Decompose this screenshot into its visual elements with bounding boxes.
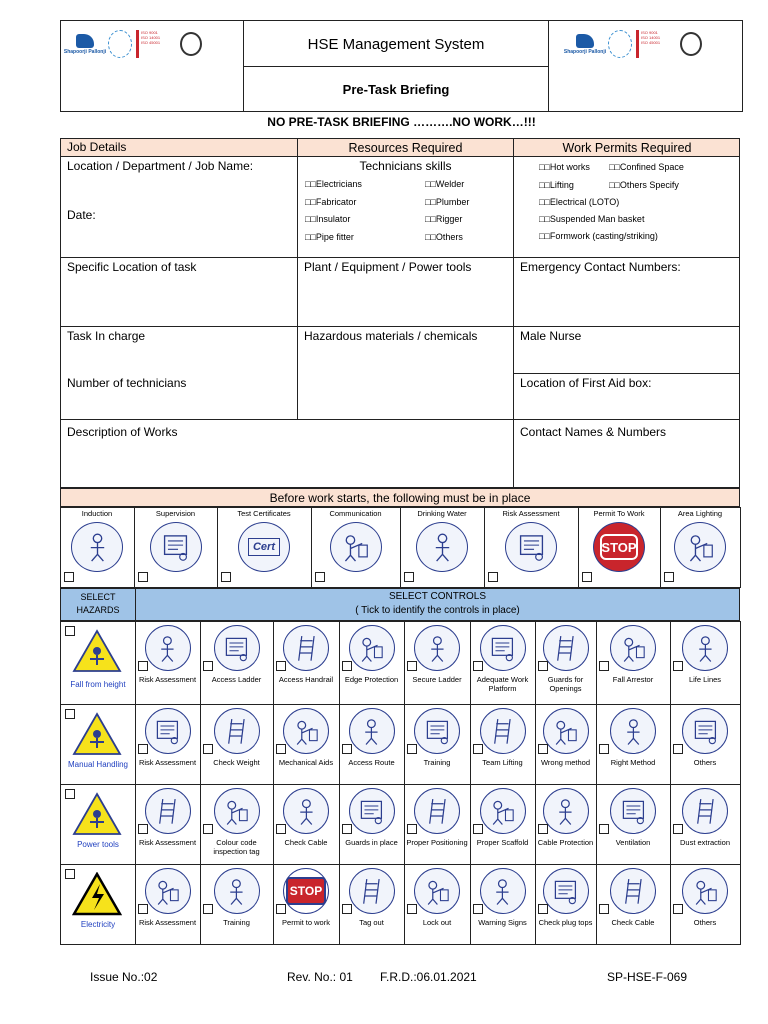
cert-mark: Cert <box>248 538 280 556</box>
edge-protection-icon <box>349 625 395 671</box>
before-work-checkbox-area-lighting[interactable] <box>664 572 674 582</box>
control-checkbox-manual-handling-team-lifting[interactable] <box>473 744 483 754</box>
before-work-title: Before work starts, the following must be in place <box>60 488 740 507</box>
control-label-manual-handling-access-route: Access Route <box>348 758 395 767</box>
before-work-label-supervision: Supervision <box>155 509 196 518</box>
skill-electricians[interactable]: □□Electricians <box>305 179 362 189</box>
control-label-fall-from-height-guards-for-openings: Guards for Openings <box>547 675 584 693</box>
before-work-label-induction: Induction <box>81 509 113 518</box>
control-checkbox-electricity-tag-out[interactable] <box>342 904 352 914</box>
before-work-label-permit-to-work: Permit To Work <box>593 509 645 518</box>
hazard-label-manual-handling: Manual Handling <box>67 760 129 769</box>
check-cable-icon <box>283 788 329 834</box>
before-work-checkbox-induction[interactable] <box>64 572 74 582</box>
others-icon <box>682 708 728 754</box>
date-label: Date: <box>67 208 96 222</box>
fall-from-height-warning-icon <box>72 629 122 673</box>
anniversary-logo-right <box>608 30 632 58</box>
permit-stop-sign: STOP <box>286 877 326 905</box>
risk-assessment-icon <box>505 522 557 572</box>
adequate-work-platform-icon <box>480 625 526 671</box>
before-work-checkbox-permit-to-work[interactable] <box>582 572 592 582</box>
permit-electrical-loto[interactable]: □□Electrical (LOTO) <box>539 197 620 207</box>
technicians-skills-label: Technicians skills <box>359 159 452 173</box>
control-label-electricity-check-plug-tops: Check plug tops <box>538 918 593 927</box>
supervision-icon <box>150 522 202 572</box>
permit-formwork[interactable]: □□Formwork (casting/striking) <box>539 231 658 241</box>
control-label-power-tools-dust-extraction: Dust extraction <box>679 838 731 847</box>
control-label-electricity-check-cable: Check Cable <box>611 918 655 927</box>
bureau-veritas-logo-right <box>680 32 702 56</box>
access-handrail-icon <box>283 625 329 671</box>
permit-hot-works[interactable]: □□Hot works <box>539 162 590 172</box>
before-work-label-drinking-water: Drinking Water <box>417 509 467 518</box>
skill-plumber[interactable]: □□Plumber <box>425 197 470 207</box>
control-checkbox-power-tools-check-cable[interactable] <box>276 824 286 834</box>
plant-equipment-label: Plant / Equipment / Power tools <box>304 260 472 274</box>
control-label-fall-from-height-access-ladder: Access Ladder <box>211 675 262 684</box>
male-nurse-label: Male Nurse <box>520 329 582 343</box>
frd-date: F.R.D.:06.01.2021 <box>380 970 477 984</box>
fall-arrestor-icon <box>610 625 656 671</box>
control-checkbox-manual-handling-right-method[interactable] <box>599 744 609 754</box>
left-logos <box>62 24 242 64</box>
manual-handling-warning-icon <box>72 712 122 756</box>
skill-fabricator[interactable]: □□Fabricator <box>305 197 357 207</box>
control-checkbox-power-tools-ventilation[interactable] <box>599 824 609 834</box>
before-work-label-communication: Communication <box>329 509 382 518</box>
training-icon <box>214 868 260 914</box>
select-hazards-label: SELECT HAZARDS <box>76 592 120 615</box>
control-checkbox-electricity-check-plug-tops[interactable] <box>538 904 548 914</box>
risk-assessment-icon <box>145 625 191 671</box>
number-of-technicians-label: Number of technicians <box>67 376 187 390</box>
others-icon <box>682 868 728 914</box>
before-work-checkbox-test-certificates[interactable] <box>221 572 231 582</box>
before-work-label-test-certificates: Test Certificates <box>237 509 291 518</box>
control-label-power-tools-guards-in-place: Guards in place <box>345 838 398 847</box>
control-label-power-tools-ventilation: Ventilation <box>615 838 651 847</box>
secure-ladder-icon <box>414 625 460 671</box>
control-checkbox-electricity-lock-out[interactable] <box>407 904 417 914</box>
control-label-manual-handling-wrong-method: Wrong method <box>540 758 591 767</box>
skill-welder[interactable]: □□Welder <box>425 179 465 189</box>
control-label-manual-handling-check-weight: Check Weight <box>213 758 260 767</box>
issue-number: Issue No.:02 <box>90 970 158 984</box>
control-label-power-tools-proper-scaffold: Proper Scaffold <box>476 838 529 847</box>
permit-lifting[interactable]: □□Lifting <box>539 180 574 190</box>
permit-to-work-icon <box>283 868 329 914</box>
guards-in-place-icon <box>349 788 395 834</box>
control-label-power-tools-check-cable: Check Cable <box>284 838 328 847</box>
control-checkbox-power-tools-colour-code-inspection-tag[interactable] <box>203 824 213 834</box>
system-title: HSE Management System <box>307 35 485 53</box>
control-checkbox-power-tools-proper-scaffold[interactable] <box>473 824 483 834</box>
before-work-checkbox-drinking-water[interactable] <box>404 572 414 582</box>
task-in-charge-label: Task In charge <box>67 329 146 343</box>
proper-positioning-icon <box>414 788 460 834</box>
skill-pipe-fitter[interactable]: □□Pipe fitter <box>305 232 354 242</box>
slogan: NO PRE-TASK BRIEFING ……….NO WORK…!!! <box>267 115 536 129</box>
control-label-fall-from-height-access-handrail: Access Handrail <box>278 675 334 684</box>
before-work-label-area-lighting: Area Lighting <box>677 509 723 518</box>
control-checkbox-electricity-permit-to-work[interactable] <box>276 904 286 914</box>
permit-confined-space[interactable]: □□Confined Space <box>609 162 684 172</box>
first-aid-location-label: Location of First Aid box: <box>520 376 652 390</box>
risk-assessment-icon <box>145 868 191 914</box>
control-checkbox-fall-from-height-access-ladder[interactable] <box>203 661 213 671</box>
control-label-fall-from-height-risk-assessment: Risk Assessment <box>138 675 197 684</box>
hazardous-materials-label: Hazardous materials / chemicals <box>304 329 478 343</box>
test-certificates-icon <box>238 522 290 572</box>
wrong-method-icon <box>543 708 589 754</box>
control-checkbox-fall-from-height-edge-protection[interactable] <box>342 661 352 671</box>
risk-assessment-icon <box>145 788 191 834</box>
specific-location-label: Specific Location of task <box>67 260 197 274</box>
control-checkbox-manual-handling-mechanical-aids[interactable] <box>276 744 286 754</box>
control-checkbox-manual-handling-training[interactable] <box>407 744 417 754</box>
control-label-power-tools-colour-code-inspection-tag: Colour code inspection tag <box>213 838 260 856</box>
control-checkbox-fall-from-height-life-lines[interactable] <box>673 661 683 671</box>
control-checkbox-power-tools-guards-in-place[interactable] <box>342 824 352 834</box>
location-label: Location / Department / Job Name: <box>67 159 254 173</box>
emergency-contacts-label: Emergency Contact Numbers: <box>520 260 681 274</box>
dust-extraction-icon <box>682 788 728 834</box>
control-label-fall-from-height-fall-arrestor: Fall Arrestor <box>612 675 654 684</box>
control-checkbox-fall-from-height-fall-arrestor[interactable] <box>599 661 609 671</box>
hazard-label-fall-from-height: Fall from height <box>70 680 126 689</box>
anniversary-logo <box>108 30 132 58</box>
control-checkbox-electricity-training[interactable] <box>203 904 213 914</box>
before-work-label-risk-assessment: Risk Assessment <box>502 509 560 518</box>
control-checkbox-power-tools-proper-positioning[interactable] <box>407 824 417 834</box>
control-label-manual-handling-mechanical-aids: Mechanical Aids <box>278 758 334 767</box>
revision-number: Rev. No.: 01 <box>287 970 353 984</box>
control-label-electricity-risk-assessment: Risk Assessment <box>138 918 197 927</box>
stop-sign: STOP <box>600 534 638 560</box>
control-label-electricity-others: Others <box>693 918 717 927</box>
permit-to-work-icon <box>593 522 645 572</box>
control-label-manual-handling-risk-assessment: Risk Assessment <box>138 758 197 767</box>
control-checkbox-power-tools-dust-extraction[interactable] <box>673 824 683 834</box>
control-checkbox-electricity-check-cable[interactable] <box>599 904 609 914</box>
control-label-manual-handling-others: Others <box>693 758 717 767</box>
right-logos <box>562 24 742 64</box>
select-controls-label: SELECT CONTROLS <box>388 591 487 602</box>
control-label-electricity-warning-signs: Warning Signs <box>478 918 527 927</box>
mechanical-aids-icon <box>283 708 329 754</box>
job-details-title: Job Details <box>67 140 127 154</box>
training-icon <box>414 708 460 754</box>
control-checkbox-electricity-risk-assessment[interactable] <box>138 904 148 914</box>
control-label-power-tools-proper-positioning: Proper Positioning <box>406 838 468 847</box>
hazard-label-power-tools: Power tools <box>77 840 119 849</box>
resources-title: Resources Required <box>348 141 463 155</box>
controls-hint: ( Tick to identify the controls in place) <box>355 605 520 616</box>
control-label-electricity-tag-out: Tag out <box>359 918 384 927</box>
contact-names-label: Contact Names & Numbers <box>520 425 667 439</box>
control-label-manual-handling-team-lifting: Team Lifting <box>482 758 523 767</box>
permit-others-specify[interactable]: □□Others Specify <box>609 180 679 190</box>
control-checkbox-fall-from-height-secure-ladder[interactable] <box>407 661 417 671</box>
before-work-checkbox-supervision[interactable] <box>138 572 148 582</box>
tag-out-icon <box>349 868 395 914</box>
control-label-fall-from-height-adequate-work-platform: Adequate Work Platform <box>476 675 529 693</box>
electricity-warning-icon <box>72 872 122 916</box>
check-plug-tops-icon <box>543 868 589 914</box>
hazard-label-electricity: Electricity <box>80 920 116 929</box>
skill-rigger[interactable]: □□Rigger <box>425 214 463 224</box>
control-label-fall-from-height-secure-ladder: Secure Ladder <box>412 675 462 684</box>
permit-suspended-basket[interactable]: □□Suspended Man basket <box>539 214 645 224</box>
control-label-fall-from-height-edge-protection: Edge Protection <box>344 675 399 684</box>
control-label-manual-handling-right-method: Right Method <box>610 758 656 767</box>
doc-title: Pre-Task Briefing <box>342 81 450 97</box>
warning-signs-icon <box>480 868 526 914</box>
proper-scaffold-icon <box>480 788 526 834</box>
control-label-power-tools-cable-protection: Cable Protection <box>537 838 594 847</box>
control-checkbox-manual-handling-wrong-method[interactable] <box>538 744 548 754</box>
control-label-electricity-training: Training <box>223 918 250 927</box>
right-method-icon <box>610 708 656 754</box>
shapoorji-logo: Shapoorji Pallonji <box>66 30 104 58</box>
colour-code-inspection-tag-icon <box>214 788 260 834</box>
bureau-veritas-logo <box>180 32 202 56</box>
drinking-water-icon <box>416 522 468 572</box>
control-label-manual-handling-training: Training <box>423 758 451 767</box>
before-work-checkbox-communication[interactable] <box>315 572 325 582</box>
control-checkbox-fall-from-height-access-handrail[interactable] <box>276 661 286 671</box>
permits-title: Work Permits Required <box>562 141 692 155</box>
control-checkbox-power-tools-cable-protection[interactable] <box>538 824 548 834</box>
control-label-power-tools-risk-assessment: Risk Assessment <box>138 838 197 847</box>
before-work-checkbox-risk-assessment[interactable] <box>488 572 498 582</box>
life-lines-icon <box>682 625 728 671</box>
document-code: SP-HSE-F-069 <box>607 970 688 984</box>
control-checkbox-manual-handling-risk-assessment[interactable] <box>138 744 148 754</box>
team-lifting-icon <box>480 708 526 754</box>
cable-protection-icon <box>543 788 589 834</box>
induction-icon <box>71 522 123 572</box>
control-checkbox-electricity-others[interactable] <box>673 904 683 914</box>
control-label-fall-from-height-life-lines: Life Lines <box>688 675 722 684</box>
iso-certification-logo: ISO 9001 ISO 14001 ISO 45001 <box>136 30 176 58</box>
ventilation-icon <box>610 788 656 834</box>
control-checkbox-fall-from-height-adequate-work-platform[interactable] <box>473 661 483 671</box>
control-checkbox-fall-from-height-risk-assessment[interactable] <box>138 661 148 671</box>
check-cable-icon <box>610 868 656 914</box>
control-label-electricity-permit-to-work: Permit to work <box>282 918 330 927</box>
skill-others[interactable]: □□Others <box>425 232 463 242</box>
control-checkbox-fall-from-height-guards-for-openings[interactable] <box>538 661 548 671</box>
skill-insulator[interactable]: □□Insulator <box>305 214 351 224</box>
control-label-electricity-lock-out: Lock out <box>422 918 452 927</box>
control-checkbox-power-tools-risk-assessment[interactable] <box>138 824 148 834</box>
guards-for-openings-icon <box>543 625 589 671</box>
control-checkbox-manual-handling-access-route[interactable] <box>342 744 352 754</box>
iso-certification-logo-right: ISO 9001 ISO 14001 ISO 45001 <box>636 30 676 58</box>
risk-assessment-icon <box>145 708 191 754</box>
lock-out-icon <box>414 868 460 914</box>
check-weight-icon <box>214 708 260 754</box>
shapoorji-logo-right: Shapoorji Pallonji <box>566 30 604 58</box>
access-route-icon <box>349 708 395 754</box>
control-checkbox-electricity-warning-signs[interactable] <box>473 904 483 914</box>
area-lighting-icon <box>674 522 726 572</box>
control-checkbox-manual-handling-others[interactable] <box>673 744 683 754</box>
access-ladder-icon <box>214 625 260 671</box>
power-tools-warning-icon <box>72 792 122 836</box>
control-checkbox-manual-handling-check-weight[interactable] <box>203 744 213 754</box>
description-of-works-label: Description of Works <box>67 425 178 439</box>
communication-icon <box>330 522 382 572</box>
